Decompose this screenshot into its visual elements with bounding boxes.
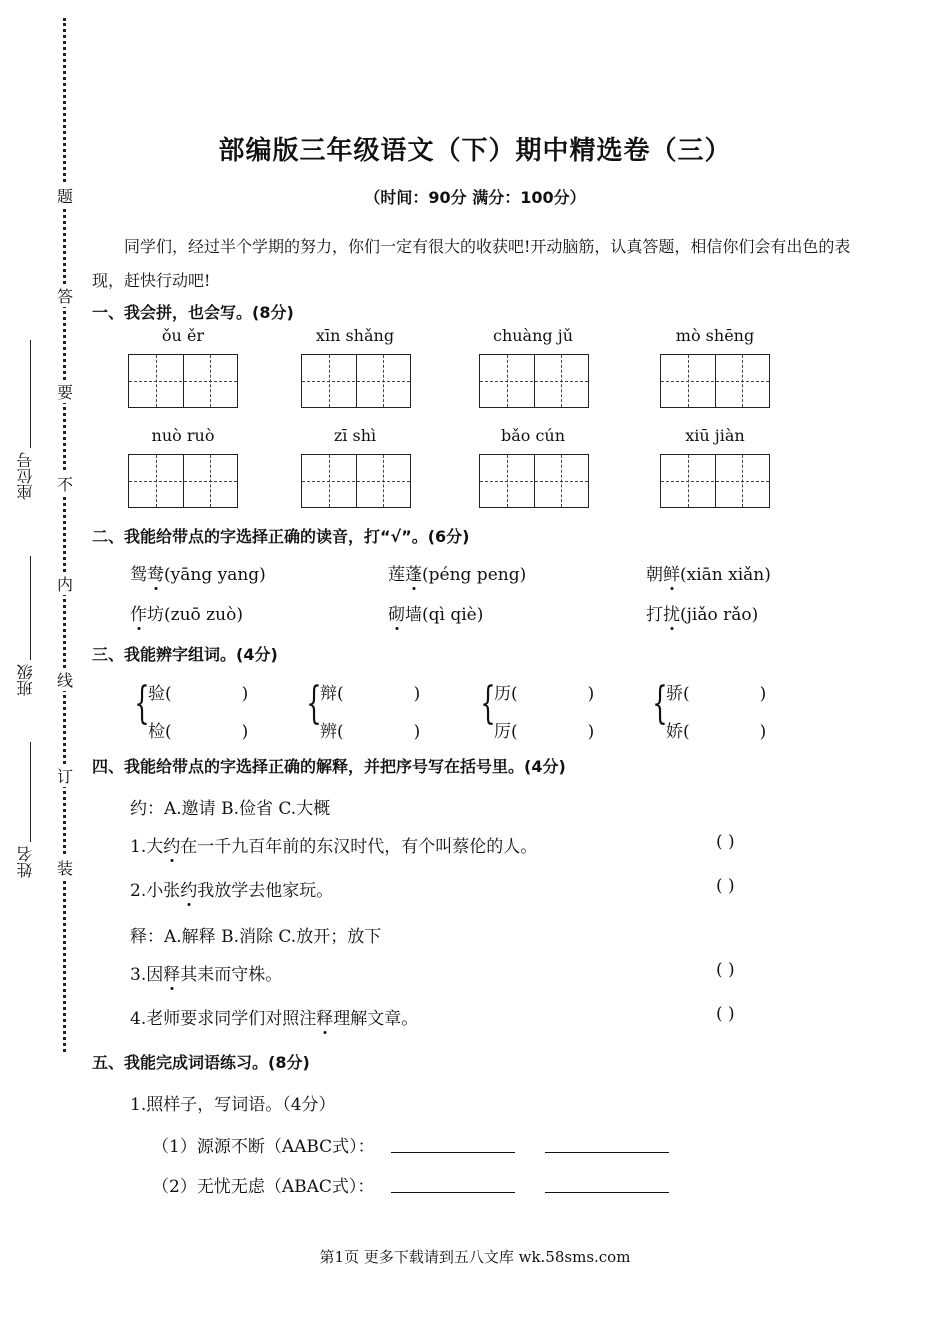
writing-grid[interactable] — [128, 354, 238, 408]
word-pair-item[interactable]: 历( ) — [494, 684, 595, 704]
binding-dotted-line — [63, 18, 66, 1052]
answer-blank[interactable] — [391, 1174, 515, 1193]
word-pair-item[interactable]: 骄( ) — [666, 684, 767, 704]
subquestion-1: 1.照样子，写词语。（4分） — [130, 1095, 336, 1115]
pinyin-label: bǎo cún — [500, 426, 566, 445]
question-2: 2.小张约我放学去他家玩。 — [130, 881, 334, 901]
brace-icon: { — [480, 678, 496, 729]
question-3: 3.因释其耒而守株。 — [130, 965, 283, 985]
answer-blank[interactable] — [545, 1174, 669, 1193]
section-2-title: 二、我能给带点的字选择正确的读音，打“√”。(6分) — [92, 527, 470, 546]
pronunciation-item[interactable]: 砌墙(qì qiè) — [388, 605, 484, 625]
section-1-title: 一、我会拼，也会写。(8分) — [92, 303, 294, 322]
seat-number-line[interactable] — [30, 340, 31, 448]
pinyin-label: nuò ruò — [151, 426, 215, 445]
question-1: 1.大约在一千九百年前的东汉时代，有个叫蔡伦的人。 — [130, 837, 538, 857]
answer-paren[interactable]: ( ) — [716, 1004, 735, 1024]
binding-char: 要 — [56, 380, 74, 403]
page-footer: 第1页 更多下载请到五八文库 wk.58sms.com — [319, 1248, 631, 1266]
pronunciation-item[interactable]: 莲蓬(péng peng) — [388, 565, 527, 585]
word-pair-item[interactable]: 辩( ) — [320, 684, 421, 704]
pinyin-label: ǒu ěr — [161, 326, 205, 345]
answer-blank[interactable] — [545, 1134, 669, 1153]
binding-char: 不 — [56, 472, 74, 495]
writing-grid[interactable] — [301, 354, 411, 408]
writing-grid[interactable] — [660, 454, 770, 508]
pinyin-label: zī shì — [333, 426, 377, 445]
class-line[interactable] — [30, 556, 31, 660]
section-5-title: 五、我能完成词语练习。(8分) — [92, 1053, 310, 1072]
word-line-1: （1）源源不断（AABC式）： — [152, 1137, 375, 1157]
word-pair-item[interactable]: 辨( ) — [320, 722, 421, 742]
binding-char: 装 — [56, 856, 74, 879]
answer-paren[interactable]: ( ) — [716, 960, 735, 980]
answer-paren[interactable]: ( ) — [716, 832, 735, 852]
word-pair-item[interactable]: 检( ) — [148, 722, 249, 742]
word-pair-item[interactable]: 娇( ) — [666, 722, 767, 742]
section-4-title: 四、我能给带点的字选择正确的解释，并把序号写在括号里。(4分) — [92, 757, 566, 776]
pinyin-label: mò shēng — [675, 326, 755, 345]
binding-char: 内 — [56, 572, 74, 595]
brace-icon: { — [306, 678, 322, 729]
name-line[interactable] — [30, 742, 31, 842]
writing-grid[interactable] — [128, 454, 238, 508]
writing-grid[interactable] — [660, 354, 770, 408]
seat-number-label: 座位号 — [16, 452, 35, 500]
binding-char: 订 — [56, 764, 74, 787]
question-4: 4.老师要求同学们对照注释理解文章。 — [130, 1009, 419, 1029]
answer-paren[interactable]: ( ) — [716, 876, 735, 896]
class-label: 班级 — [16, 664, 35, 696]
option-list: 约：A.邀请 B.俭省 C.大概 — [130, 799, 331, 819]
word-pair-item[interactable]: 验( ) — [148, 684, 249, 704]
binding-char: 题 — [56, 184, 74, 207]
pronunciation-item[interactable]: 打扰(jiǎo rǎo) — [646, 605, 759, 625]
pronunciation-item[interactable]: 作坊(zuō zuò) — [130, 605, 243, 625]
pronunciation-item[interactable]: 鸳鸯(yāng yang) — [130, 565, 266, 585]
pronunciation-item[interactable]: 朝鲜(xiān xiǎn) — [646, 565, 771, 585]
name-label: 姓名 — [16, 846, 35, 878]
binding-char: 答 — [56, 284, 74, 307]
brace-icon: { — [134, 678, 150, 729]
writing-grid[interactable] — [479, 354, 589, 408]
section-3-title: 三、我能辨字组词。(4分) — [92, 645, 278, 664]
binding-char: 线 — [56, 668, 74, 691]
writing-grid[interactable] — [479, 454, 589, 508]
option-list: 释：A.解释 B.消除 C.放开；放下 — [130, 927, 382, 947]
answer-blank[interactable] — [391, 1134, 515, 1153]
writing-grid[interactable] — [301, 454, 411, 508]
word-pair-item[interactable]: 厉( ) — [494, 722, 595, 742]
pinyin-label: xīn shǎng — [315, 326, 395, 345]
page-title: 部编版三年级语文（下）期中精选卷（三） — [218, 136, 732, 166]
intro-text: 同学们，经过半个学期的努力，你们一定有很大的收获吧!开动脑筋，认真答题，相信你们会有出色的表现，赶快行动吧! — [92, 237, 851, 290]
pinyin-label: xiū jiàn — [685, 426, 745, 445]
word-line-2: （2）无忧无虑（ABAC式）： — [152, 1177, 375, 1197]
pinyin-label: chuàng jǔ — [492, 326, 573, 345]
exam-info: （时间：90分 满分：100分） — [364, 188, 586, 207]
brace-icon: { — [652, 678, 668, 729]
